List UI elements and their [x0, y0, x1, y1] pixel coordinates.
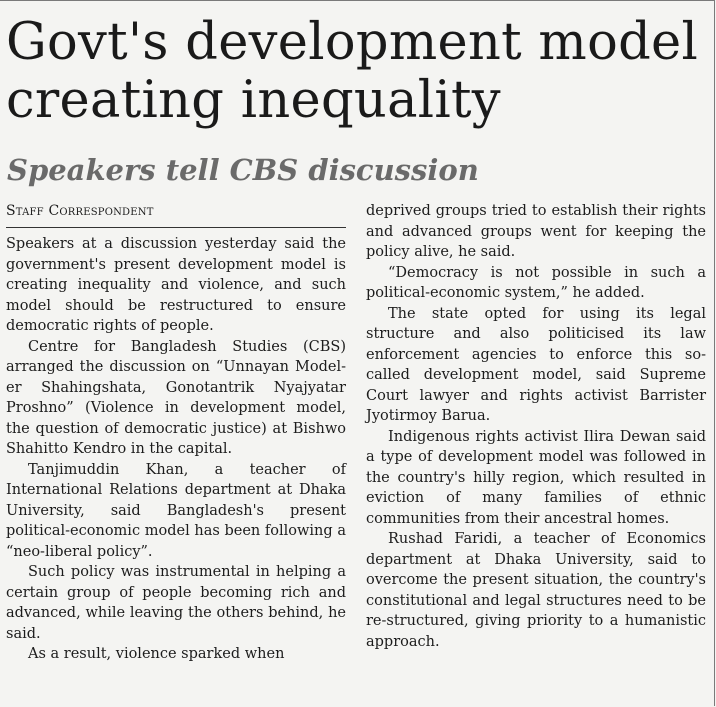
paragraph: Speakers at a discussion yesterday said the government's present development model is creating inequality and violence, and such model should be restructured to ensure democratic rights of people.	[6, 236, 346, 334]
paragraph: As a result, violence sparked when	[28, 646, 285, 662]
byline: Staff Correspondent	[6, 203, 154, 219]
headline: Govt's development model creating inequality	[6, 13, 699, 130]
paragraph: Such policy was instrumental in helping a certain group of people becoming rich and advanced, while leaving the others behind, he said.	[6, 564, 346, 642]
paragraph: The state opted for using its legal structure and also politicised its law enforcement agencies to enforce this so-called development model, said Supreme Court lawyer and rights activist Barrister Jyotirmoy Barua.	[366, 305, 706, 424]
paragraph: “Democracy is not possible in such a political-economic system,” he added.	[366, 264, 706, 301]
right-column	[366, 201, 706, 652]
paragraph: Tanjimuddin Khan, a teacher of International Relations department at Dhaka University, said Bangladesh's present political-economic model has been following a “neo-liberal policy”.	[6, 461, 346, 560]
paragraph: Indigenous rights activist Ilira Dewan said a type of development model was followed in the country's hilly region, which resulted in eviction of many families of ethnic communities from their ancestral homes.	[366, 428, 706, 527]
paragraph: Rushad Faridi, a teacher of Economics department at Dhaka University, said to overcome the present situation, the country's constitutional and legal structures need to be re-structured, giving priority to a humanistic approach.	[366, 531, 706, 650]
left-column	[6, 201, 346, 665]
paragraph: Centre for Bangladesh Studies (CBS) arranged the discussion on “Unnayan Model-er Shahingshata, Gonotantrik Nyajyatar Proshno” (Violence in development model, the question of democratic justice) at Bishwo Shahitto Kendro in the capital.	[6, 338, 346, 457]
paragraph: deprived groups tried to establish their rights and advanced groups went for keeping the policy alive, he said.	[366, 203, 706, 260]
byline-rule	[6, 227, 346, 228]
subhead: Speakers tell CBS discussion	[7, 153, 479, 187]
